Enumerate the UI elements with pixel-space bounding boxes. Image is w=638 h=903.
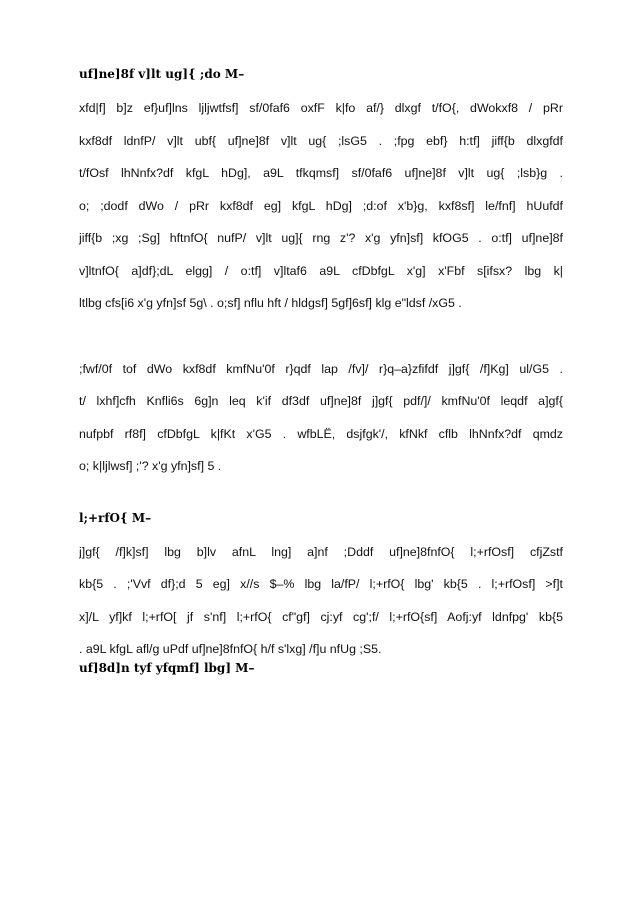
paragraph (79, 544, 563, 662)
section-heading: uf]ne]8f v]lt ug]{ ;do M– (79, 67, 245, 81)
text-line: o; k|ljlwsf] ;'? x'g yfn]sf] 5 . (79, 459, 222, 473)
text-line: x]/L yf]kf l;+rfO[ jf s'nf] l;+rfO{ cf"gf] cj:yf cg';f/ l;+rfO{sf] Aofj:yf ldnfpg' kb{5 (79, 609, 563, 624)
section-heading: uf]8d]n tyf yfqmf] lbg] M– (79, 661, 255, 675)
section-cultivation-time (79, 67, 563, 491)
text-line: kb{5 . ;'Vvf df};d 5 eg] x//s $–% lbg la/fP/ l;+rfO{ lbg' kb{5 . l;+rfOsf] >f]t (79, 577, 563, 591)
text-line: ;fwf/0f tof dWo kxf8df kmfNu'0f r}qdf lap /fv]/ r}q–a}zfifdf j]gf{ /f]Kg] ul/G5 . (79, 361, 563, 376)
section-weeding (79, 661, 563, 675)
text-line: o; ;dodf dWo / pRr kxf8df eg] kfgL hDg] ;d:of x'b}g, kxf8sf] le/fnf] hUufdf (79, 198, 563, 213)
text-line: nufpbf rf8f] cfDbfgL k|fKt x'G5 . wfbLË, dsjfgk'/, kfNkf cflb lhNnfx?df qmdz (79, 426, 563, 441)
document-page (79, 67, 563, 675)
text-line: xfd|f] b]z ef}uf]lns ljljwtfsf] sf/0faf6 oxfF k|fo af/} dlxgf t/fO{, dWokxf8 / pRr (79, 101, 563, 115)
text-line: j]gf{ /f]k]sf] lbg b]lv afnL lng] a]nf ;Dddf uf]ne]8fnfO{ l;+rfOsf] cfjZstf (79, 544, 563, 559)
text-line: kxf8df ldnfP/ v]lt ubf{ uf]ne]8f v]lt ug{ ;lsG5 . ;fpg ebf} h:tf] jiff{b dlxgfdf (79, 133, 563, 148)
paragraph (79, 100, 563, 328)
section-heading: l;+rfO{ M– (79, 510, 152, 525)
text-line: . a9L kfgL afl/g uPdf uf]ne]8fnfO{ h/f s'lxg] /f]u nfUg ;S5. (79, 642, 382, 656)
text-line: t/ lxhf]cfh Knfli6s 6g]n leq k'if df3df uf]ne]8f j]gf{ pdf/]/ kmfNu'0f leqdf a]gf{ (79, 394, 563, 408)
paragraph (79, 361, 563, 491)
text-line: t/fOsf lhNnfx?df kfgL hDg], a9L tfkqmsf] sf/0faf6 uf]ne]8f v]lt ug{ ;lsb}g . (79, 166, 563, 180)
text-line: v]ltnfO{ a]df};dL elgg] / o:tf] v]ltaf6 a9L cfDbfgL x'g] x'Fbf s[ifsx? lbg k| (79, 263, 563, 278)
text-line: ltlbg cfs[i6 x'g yfn]sf 5g\ . o;sf] nflu hft / hldgsf] 5gf]6sf] klg e"ldsf /xG5 . (79, 296, 462, 310)
text-line: jiff{b ;xg ;Sg] hftnfO{ nufP/ v]lt ug]{ rng z'? x'g yfn]sf] kfOG5 . o:tf] uf]ne]8f (79, 231, 563, 245)
section-irrigation (79, 511, 563, 662)
